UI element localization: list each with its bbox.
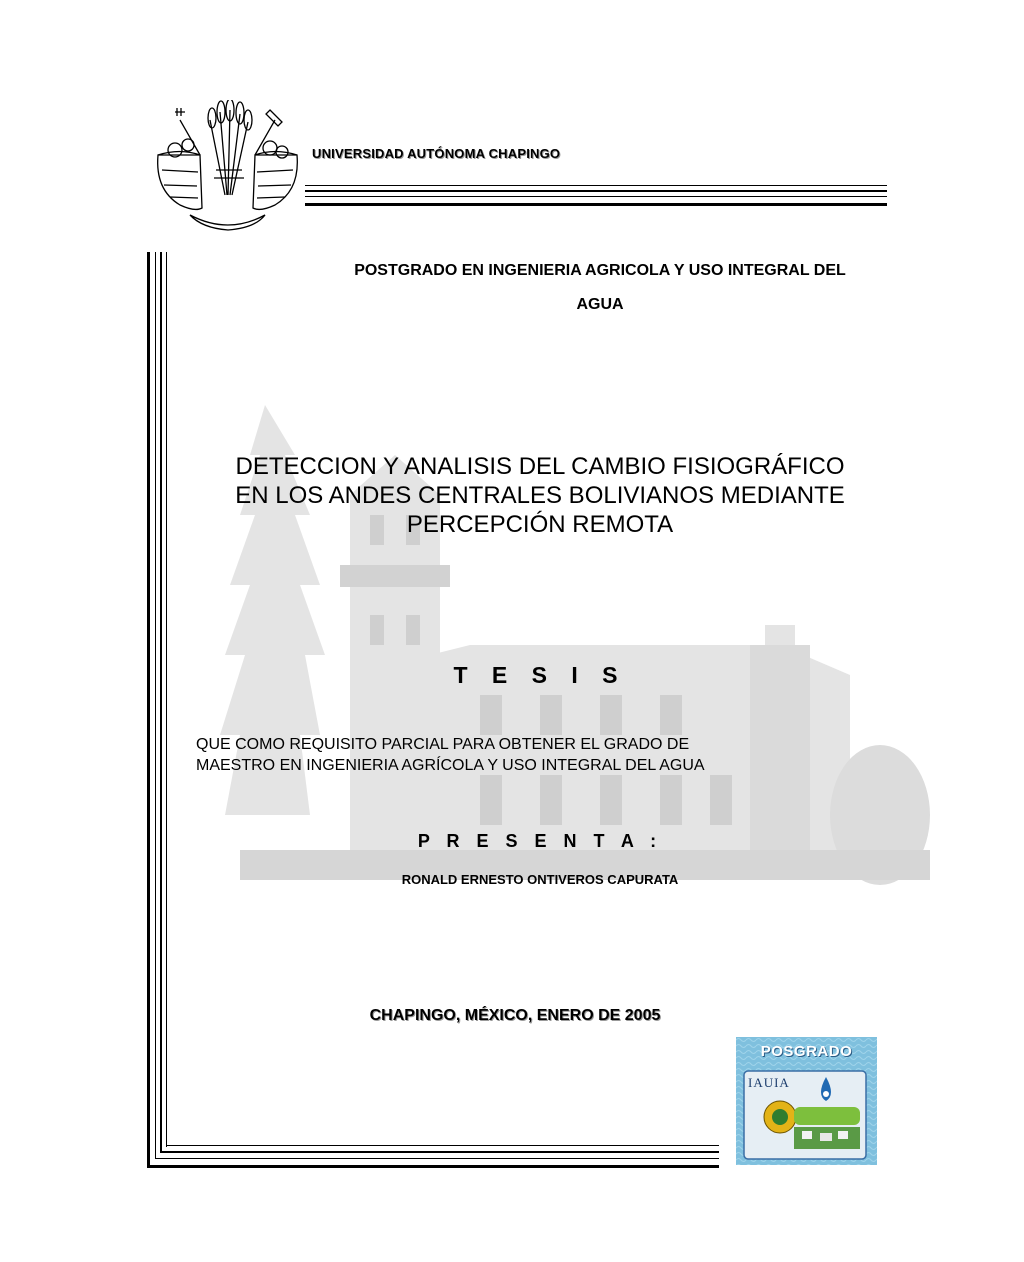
chapingo-seal-icon	[150, 100, 305, 240]
posgrado-logo-title: POSGRADO	[760, 1043, 853, 1060]
header-rule	[305, 190, 887, 192]
vertical-rule	[160, 252, 162, 1152]
footer-rule	[155, 1158, 719, 1159]
posgrado-logo-acronym: IAUIA	[748, 1075, 790, 1090]
vertical-rule	[155, 252, 156, 1158]
requirement-line-2: MAESTRO EN INGENIERIA AGRÍCOLA Y USO INTEGRAL DEL AGUA	[196, 757, 705, 774]
header-rule	[305, 203, 887, 206]
university-name: UNIVERSIDAD AUTÓNOMA CHAPINGO	[312, 146, 561, 161]
header-rule	[305, 196, 887, 197]
footer-rule	[147, 1165, 719, 1168]
presents-label: P R E S E N T A :	[417, 831, 663, 851]
thesis-label: T E S I S	[453, 662, 627, 688]
program-line-2: AGUA	[576, 296, 624, 313]
degree-requirement	[196, 734, 876, 776]
thesis-title-line-1: DETECCION Y ANALISIS DEL CAMBIO FISIOGRÁFICO	[235, 453, 845, 480]
thesis-title-line-2: EN LOS ANDES CENTRALES BOLIVIANOS MEDIANTE	[235, 482, 845, 509]
requirement-line-1: QUE COMO REQUISITO PARCIAL PARA OBTENER EL GRADO DE	[196, 736, 690, 753]
thesis-title	[180, 452, 900, 539]
header-rule	[305, 185, 887, 186]
program-name	[280, 254, 920, 322]
thesis-title-line-3: PERCEPCIÓN REMOTA	[406, 511, 674, 538]
vertical-rule	[166, 252, 167, 1147]
posgrado-logo	[736, 1037, 877, 1165]
footer-rule	[160, 1151, 719, 1153]
place-and-date: CHAPINGO, MÉXICO, ENERO DE 2005	[369, 1007, 661, 1024]
program-line-1: POSTGRADO EN INGENIERIA AGRICOLA Y USO INTEGRAL DEL	[354, 262, 846, 279]
vertical-rule	[147, 252, 150, 1168]
author-name: RONALD ERNESTO ONTIVEROS CAPURATA	[401, 872, 679, 887]
footer-rule	[166, 1145, 719, 1146]
